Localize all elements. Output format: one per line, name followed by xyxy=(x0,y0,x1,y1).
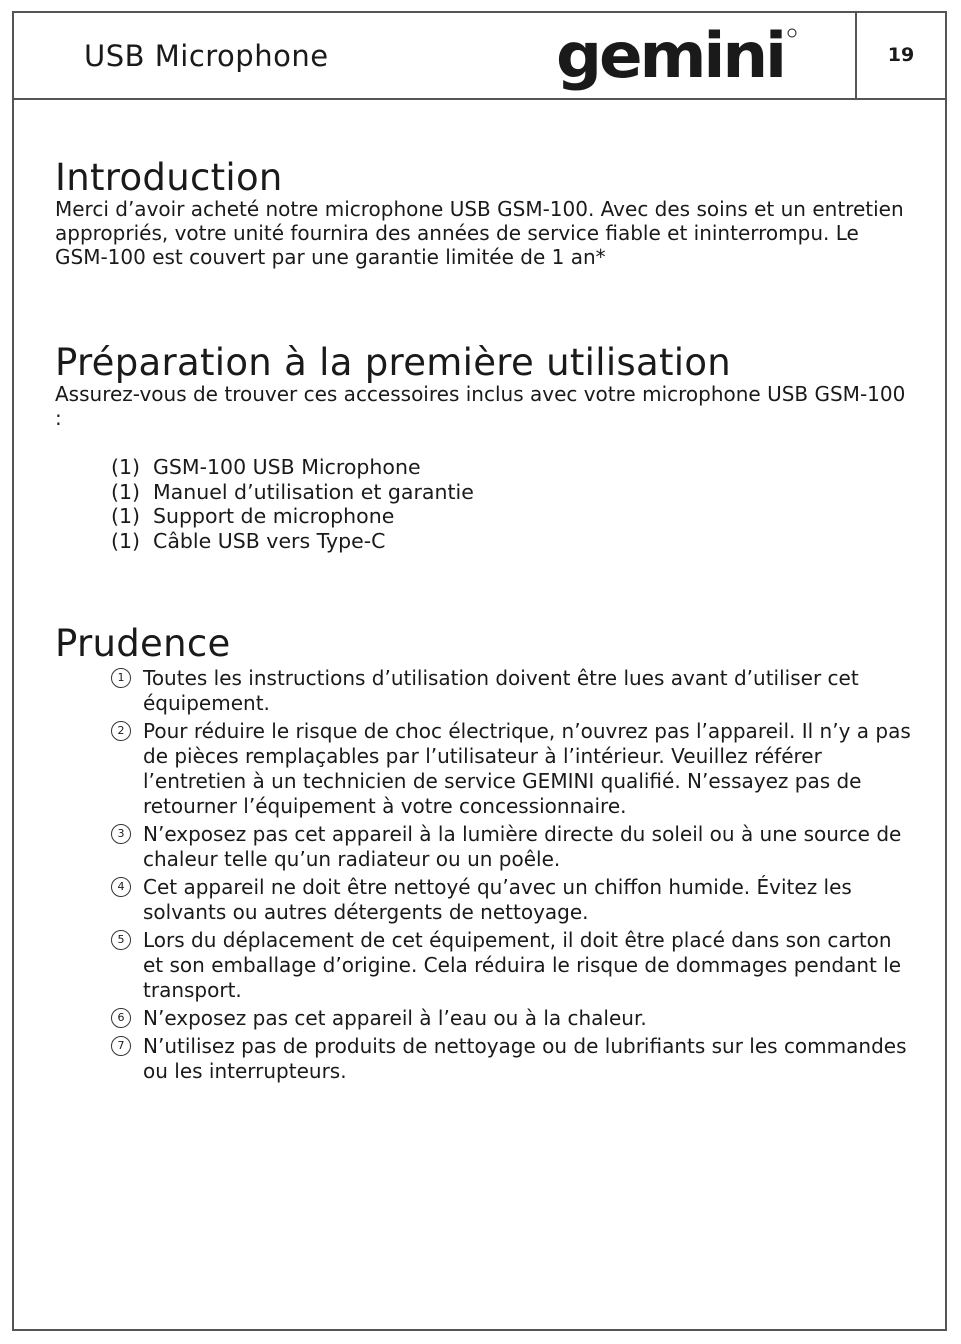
caution-item: 1 Toutes les instructions d’utilisation doivent être lues avant d’utiliser cet équipement. xyxy=(111,666,911,716)
number-badge: 3 xyxy=(111,824,131,844)
number-badge: 6 xyxy=(111,1008,131,1028)
caution-item: 4 Cet appareil ne doit être nettoyé qu’avec un chiffon humide. Évitez les solvants ou autres détergents de nettoyage. xyxy=(111,875,911,925)
caution-item: 3 N’exposez pas cet appareil à la lumière directe du soleil ou à une source de chaleur telle qu’un radiateur ou un poêle. xyxy=(111,822,911,872)
preparation-heading: Préparation à la première utilisation xyxy=(55,341,732,384)
svg-text:gemini: gemini xyxy=(556,21,784,92)
accessories-list xyxy=(111,455,474,553)
gemini-logo xyxy=(554,21,799,93)
number-badge: 1 xyxy=(111,668,131,688)
preparation-text: Assurez-vous de trouver ces accessoires inclus avec votre microphone USB GSM-100 : xyxy=(55,382,906,430)
page-header xyxy=(12,11,947,100)
list-item: (1) Support de microphone xyxy=(111,504,395,528)
caution-item: 2 Pour réduire le risque de choc électrique, n’ouvrez pas l’appareil. Il n’y a pas de pièces remplaçables par l’utilisateur à l’intérieur. Veuillez référer l’entretien à un technicien de service GEMINI qualifié. N’essayez pas de retourner l’équipement à votre concessionnaire. xyxy=(111,719,911,819)
caution-item: 7 N’utilisez pas de produits de nettoyage ou de lubrifiants sur les commandes ou les interrupteurs. xyxy=(111,1034,911,1084)
caution-item: 6 N’exposez pas cet appareil à l’eau ou à la chaleur. xyxy=(111,1006,911,1031)
list-item: (1) Câble USB vers Type-C xyxy=(111,528,386,553)
introduction-text: Merci d’avoir acheté notre microphone USB GSM-100. Avec des soins et un entretien appropriés, votre unité fournira des années de service fiable et ininterrompu. Le GSM-100 est couvert par une garantie limitée de 1 an* xyxy=(55,197,904,269)
page-number: 19 xyxy=(887,44,915,66)
number-badge: 5 xyxy=(111,930,131,950)
page-number-box xyxy=(855,13,945,98)
number-badge: 4 xyxy=(111,877,131,897)
header-title: USB Microphone xyxy=(84,39,329,73)
caution-item: 5 Lors du déplacement de cet équipement, il doit être placé dans son carton et son emballage d’origine. Cela réduira le risque de dommages pendant le transport. xyxy=(111,928,911,1003)
list-item: (1) Manuel d’utilisation et garantie xyxy=(111,479,474,504)
list-item: (1) GSM-100 USB Microphone xyxy=(111,455,421,479)
number-badge: 7 xyxy=(111,1036,131,1056)
caution-heading: Prudence xyxy=(55,622,231,665)
number-badge: 2 xyxy=(111,721,131,741)
caution-list xyxy=(111,666,911,1087)
introduction-heading: Introduction xyxy=(55,156,283,199)
